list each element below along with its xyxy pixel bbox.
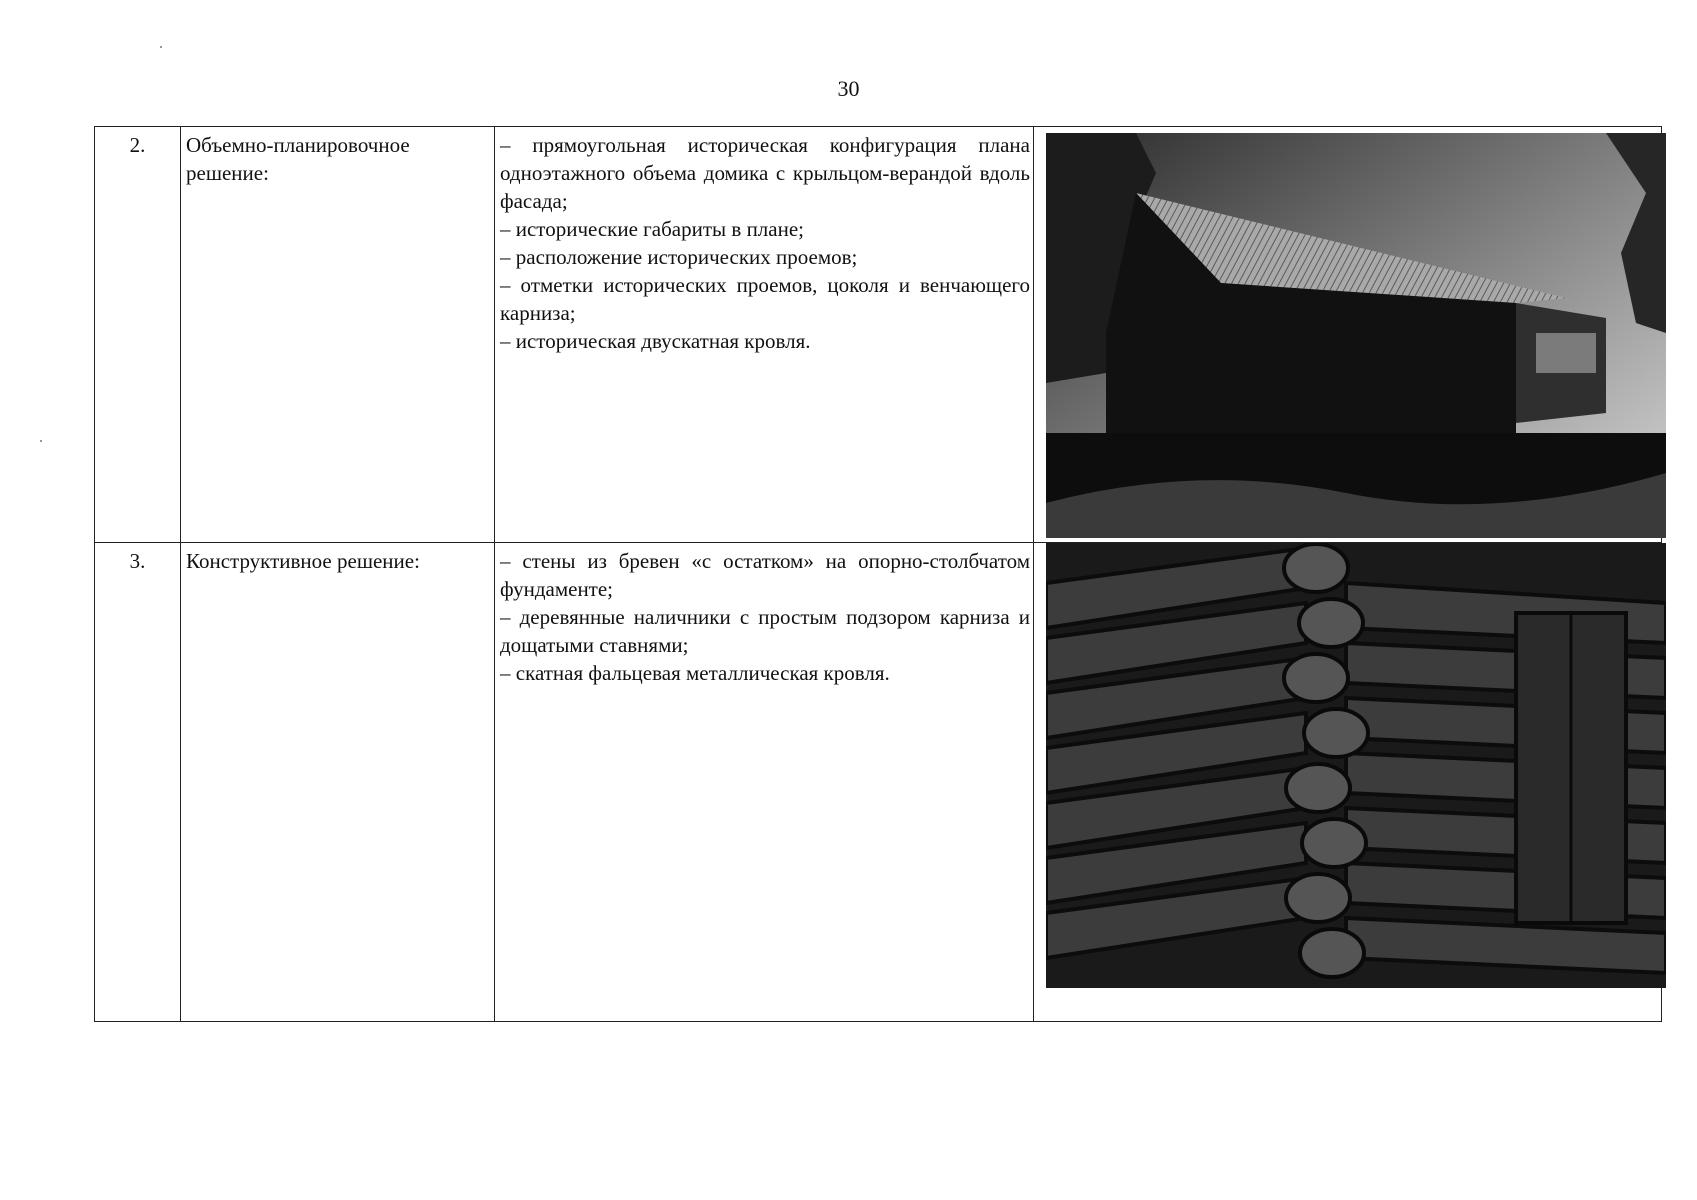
photo-cell — [1034, 543, 1662, 1022]
description-item: – скатная фальцевая металлическая кровля. — [500, 661, 890, 685]
description-item: – стены из бревен «с остатком» на опорно-столбчатом фундаменте; — [500, 549, 1030, 601]
table-row — [95, 127, 1662, 543]
row-number: 2. — [95, 127, 181, 543]
description-item: – прямоугольная историческая конфигурация плана одноэтажного объема домика с крыльцом-верандой вдоль фасада; — [500, 133, 1030, 213]
row-number: 3. — [95, 543, 181, 1022]
description-item: – историческая двускатная кровля. — [500, 329, 811, 353]
log-wall-corner-photo — [1046, 543, 1666, 988]
row-name: Конструктивное решение: — [181, 543, 495, 1022]
scan-speck — [40, 440, 42, 442]
row-description — [495, 127, 1034, 543]
description-item: – отметки исторических проемов, цоколя и венчающего карниза; — [500, 273, 1030, 325]
row-description — [495, 543, 1034, 1022]
scan-speck — [160, 46, 162, 48]
description-item: – деревянные наличники с простым подзором карниза и дощатыми ставнями; — [500, 605, 1030, 657]
heritage-elements-table — [94, 126, 1662, 1022]
table-row — [95, 543, 1662, 1022]
description-item: – исторические габариты в плане; — [500, 217, 804, 241]
page-number: 30 — [837, 76, 860, 101]
house-gable-roof-photo — [1046, 133, 1666, 538]
row-name: Объемно-планировочное решение: — [181, 127, 495, 543]
photo-cell — [1034, 127, 1662, 543]
description-item: – расположение исторических проемов; — [500, 245, 858, 269]
